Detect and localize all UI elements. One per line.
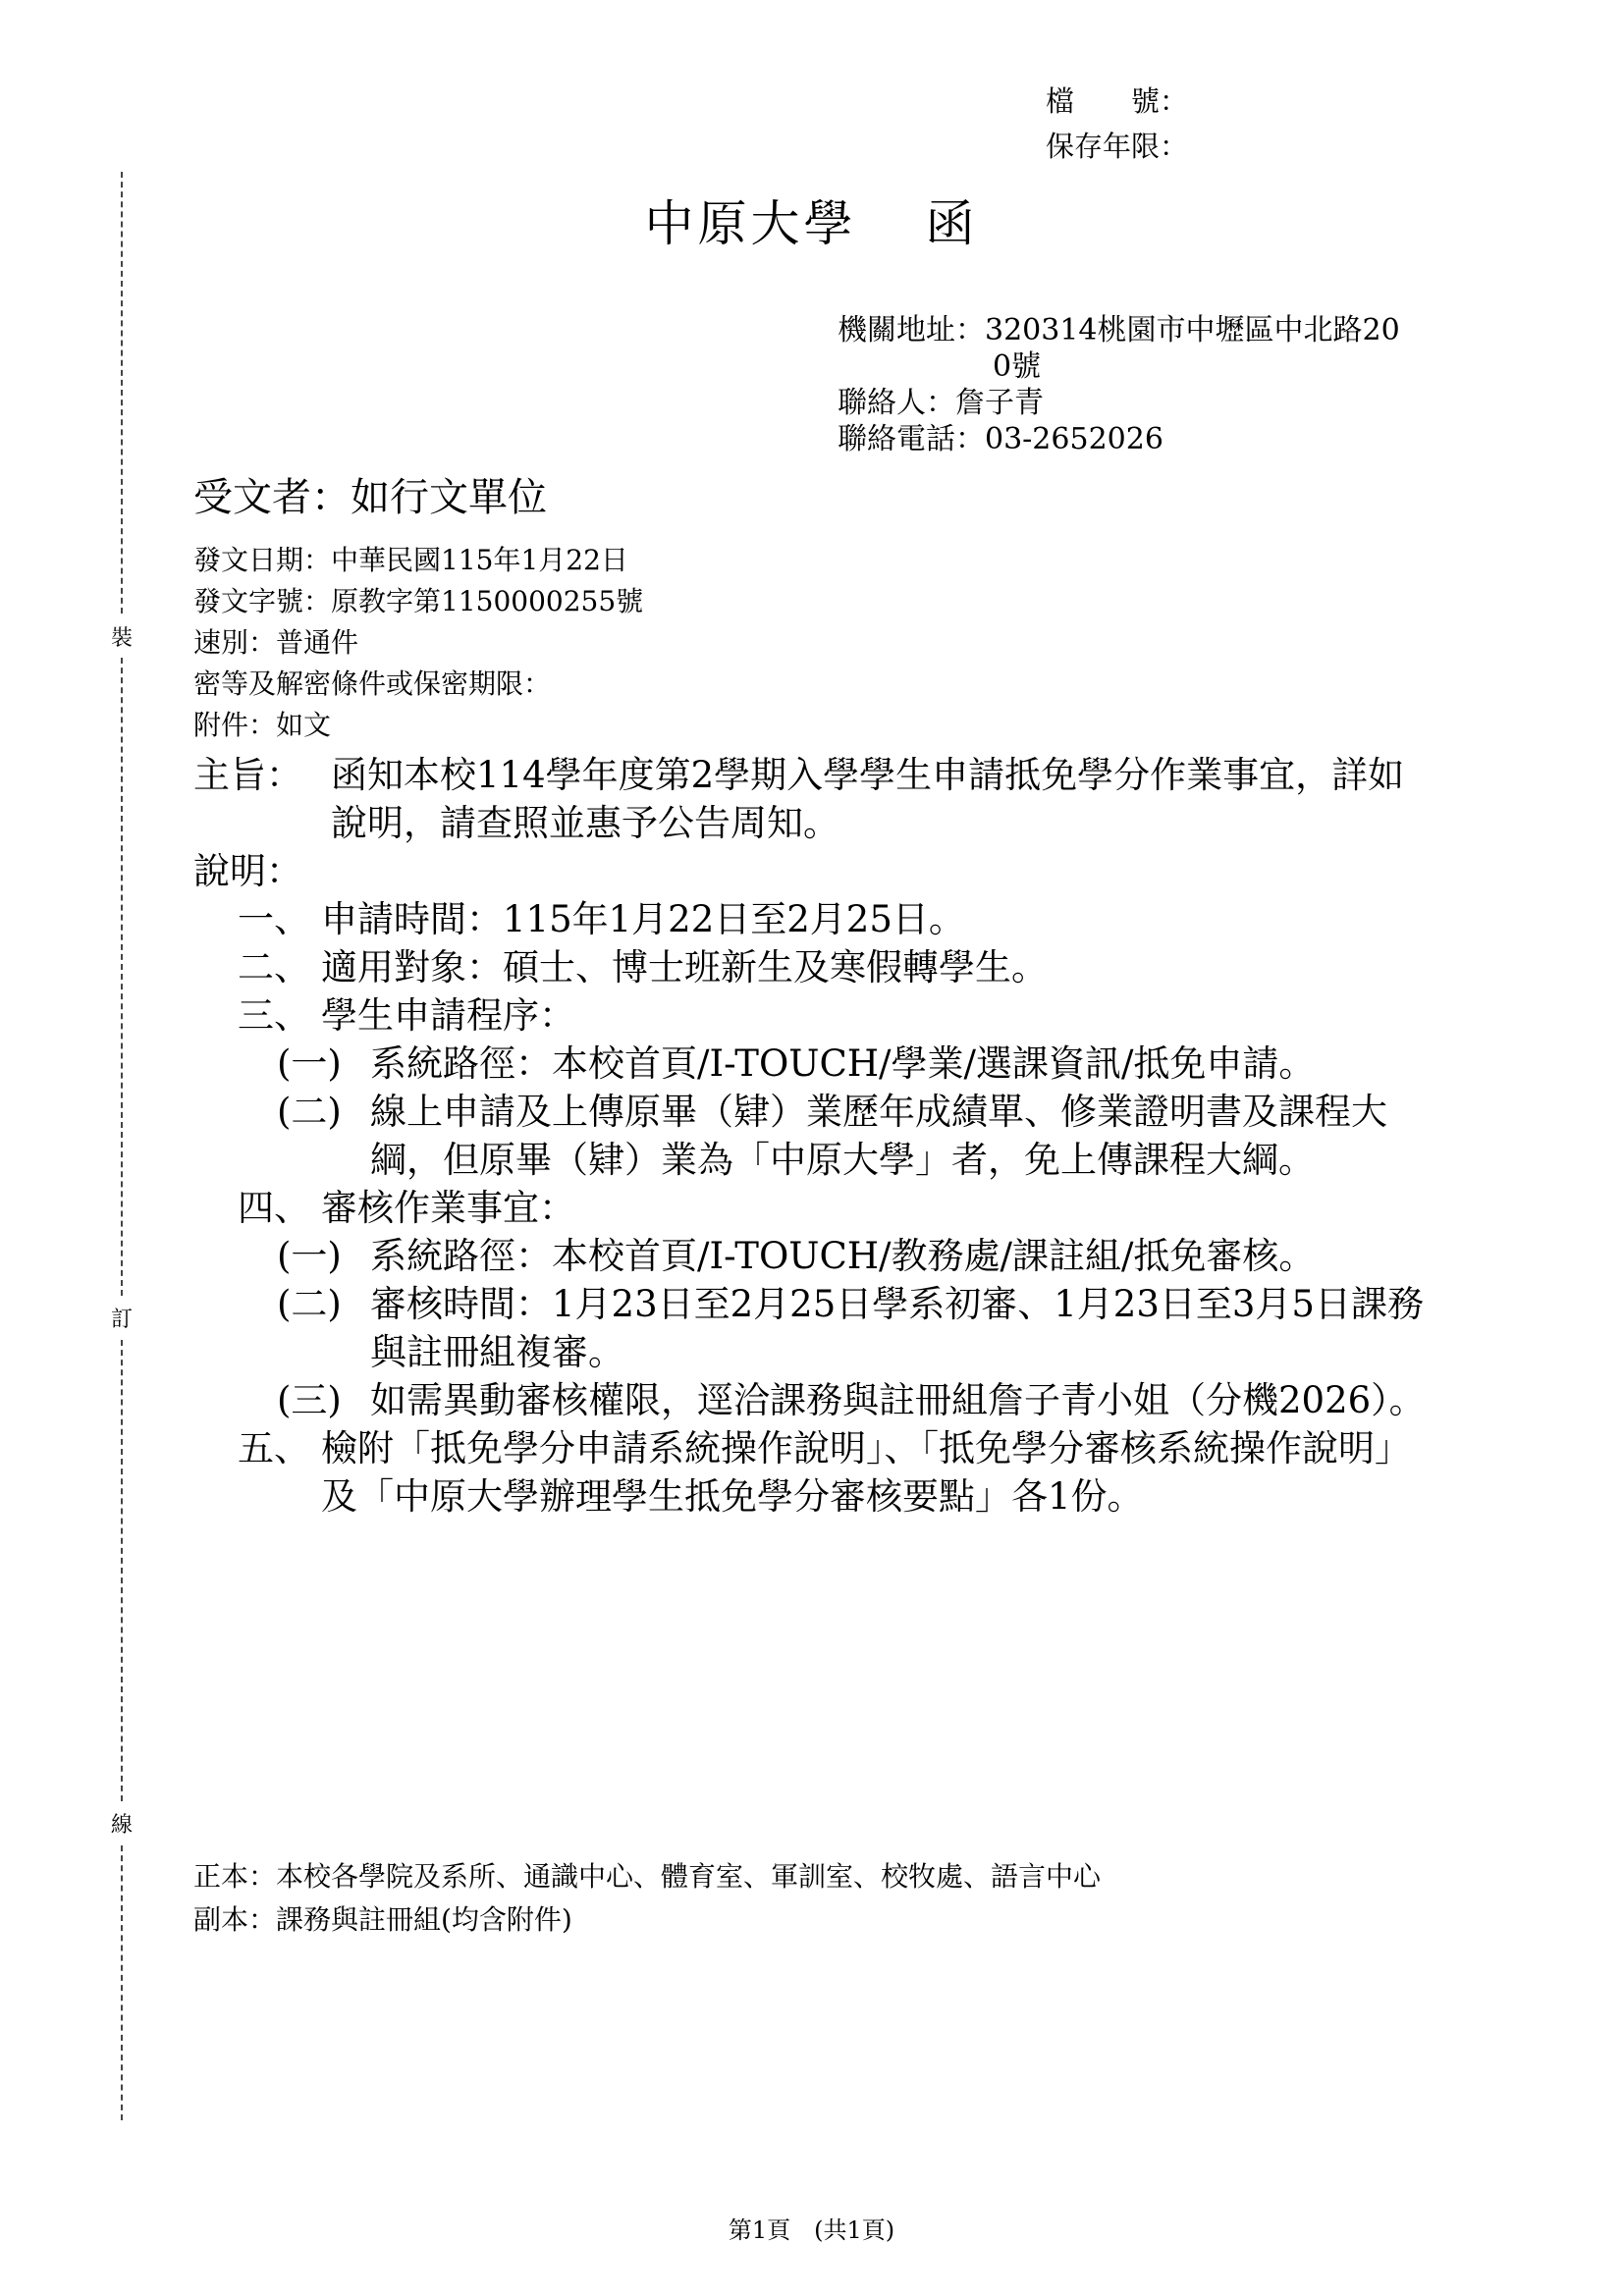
page-number: 第1頁 (共1頁) — [728, 2216, 895, 2244]
item-text: 適用對象：碩士、博士班新生及寒假轉學生。 — [321, 946, 1048, 988]
copies-block — [193, 1855, 1101, 1942]
sub-item — [193, 1088, 1440, 1184]
sub-item-number: (二) — [277, 1091, 342, 1133]
sub-item-number: (二) — [277, 1283, 342, 1325]
sub-item — [193, 1232, 1440, 1280]
sub-item-text: 系統路徑：本校首頁/I-TOUCH/學業/選課資訊/抵免申請。 — [370, 1042, 1316, 1085]
list-item — [193, 1424, 1440, 1521]
sub-item — [193, 1376, 1440, 1424]
explanation-label: 說明： — [193, 850, 302, 892]
org-name: 中原大學 — [644, 195, 857, 252]
item-text: 檢附「抵免學分申請系統操作說明」、「抵免學分審核系統操作說明」及「中原大學辦理學生抵免學分審核要點」各1份。 — [321, 1427, 1411, 1518]
recipient: 受文者：如行文單位 — [193, 475, 547, 520]
item-text: 學生申請程序： — [321, 994, 575, 1037]
binding-mark-zhuang: 裝 — [110, 626, 133, 651]
issue-date: 發文日期：中華民國115年1月22日 — [193, 544, 628, 576]
subject-text: 函知本校114學年度第2學期入學學生申請抵免學分作業事宜，詳如說明，請查照並惠予公告周知。 — [331, 754, 1405, 844]
binding-mark-xian: 線 — [110, 1813, 133, 1838]
retention-period-label: 保存年限： — [1046, 130, 1189, 163]
subject-label: 主旨： — [193, 754, 302, 796]
file-info — [1046, 79, 1188, 169]
contact-block — [838, 312, 1400, 457]
secrecy-level: 密等及解密條件或保密期限： — [193, 667, 552, 700]
binding-margin — [110, 172, 134, 2120]
original-recipients: 正本：本校各學院及系所、通識中心、體育室、軍訓室、校牧處、語言中心 — [193, 1860, 1102, 1893]
list-item — [193, 895, 1440, 943]
sub-item-text: 審核時間：1月23日至2月25日學系初審、1月23日至3月5日課務與註冊組複審。 — [370, 1283, 1424, 1373]
list-item — [193, 943, 1440, 991]
sub-item-text: 如需異動審核權限，逕洽課務與註冊組詹子青小姐（分機2026）。 — [370, 1379, 1426, 1421]
doc-number: 發文字號：原教字第1150000255號 — [193, 585, 644, 617]
attachment: 附件：如文 — [193, 709, 332, 741]
binding-mark-ding: 訂 — [110, 1308, 133, 1332]
duplicate-recipients: 副本：課務與註冊組(均含附件) — [193, 1903, 572, 1936]
file-number-label: 檔 號： — [1046, 84, 1189, 118]
sub-item-number: (三) — [277, 1379, 342, 1421]
sub-item — [193, 1040, 1440, 1088]
list-item — [193, 991, 1440, 1040]
item-number: 五、 — [238, 1427, 310, 1469]
sub-item-text: 系統路徑：本校首頁/I-TOUCH/教務處/課註組/抵免審核。 — [370, 1235, 1316, 1277]
contact-phone: 聯絡電話：03-2652026 — [838, 422, 1163, 456]
sub-item-number: (一) — [277, 1235, 342, 1277]
doc-type: 函 — [925, 195, 979, 252]
document-title — [0, 185, 1623, 255]
item-number: 一、 — [238, 898, 310, 940]
item-number: 三、 — [238, 994, 310, 1037]
item-number: 四、 — [238, 1187, 310, 1229]
contact-person: 聯絡人：詹子青 — [838, 386, 1044, 420]
sub-item-number: (一) — [277, 1042, 342, 1085]
item-text: 審核作業事宜： — [321, 1187, 575, 1229]
document-meta — [193, 540, 643, 746]
subject — [193, 751, 1440, 847]
document-body — [193, 751, 1440, 1521]
address-line: 機關地址：320314桃園市中壢區中北路20 — [838, 313, 1400, 347]
sub-item-text: 線上申請及上傳原畢（肄）業歷年成績單、修業證明書及課程大綱，但原畢（肄）業為「中原大學」者，免上傳課程大綱。 — [370, 1091, 1387, 1181]
item-number: 二、 — [238, 946, 310, 988]
address-line-cont: 0號 — [993, 349, 1042, 384]
sub-item — [193, 1280, 1440, 1376]
item-text: 申請時間：115年1月22日至2月25日。 — [321, 898, 965, 940]
binding-dash-line — [121, 1845, 123, 2120]
binding-dash-line — [121, 658, 123, 1296]
binding-dash-line — [121, 1340, 123, 1801]
speed-class: 速別：普通件 — [193, 626, 359, 659]
list-item — [193, 1184, 1440, 1232]
